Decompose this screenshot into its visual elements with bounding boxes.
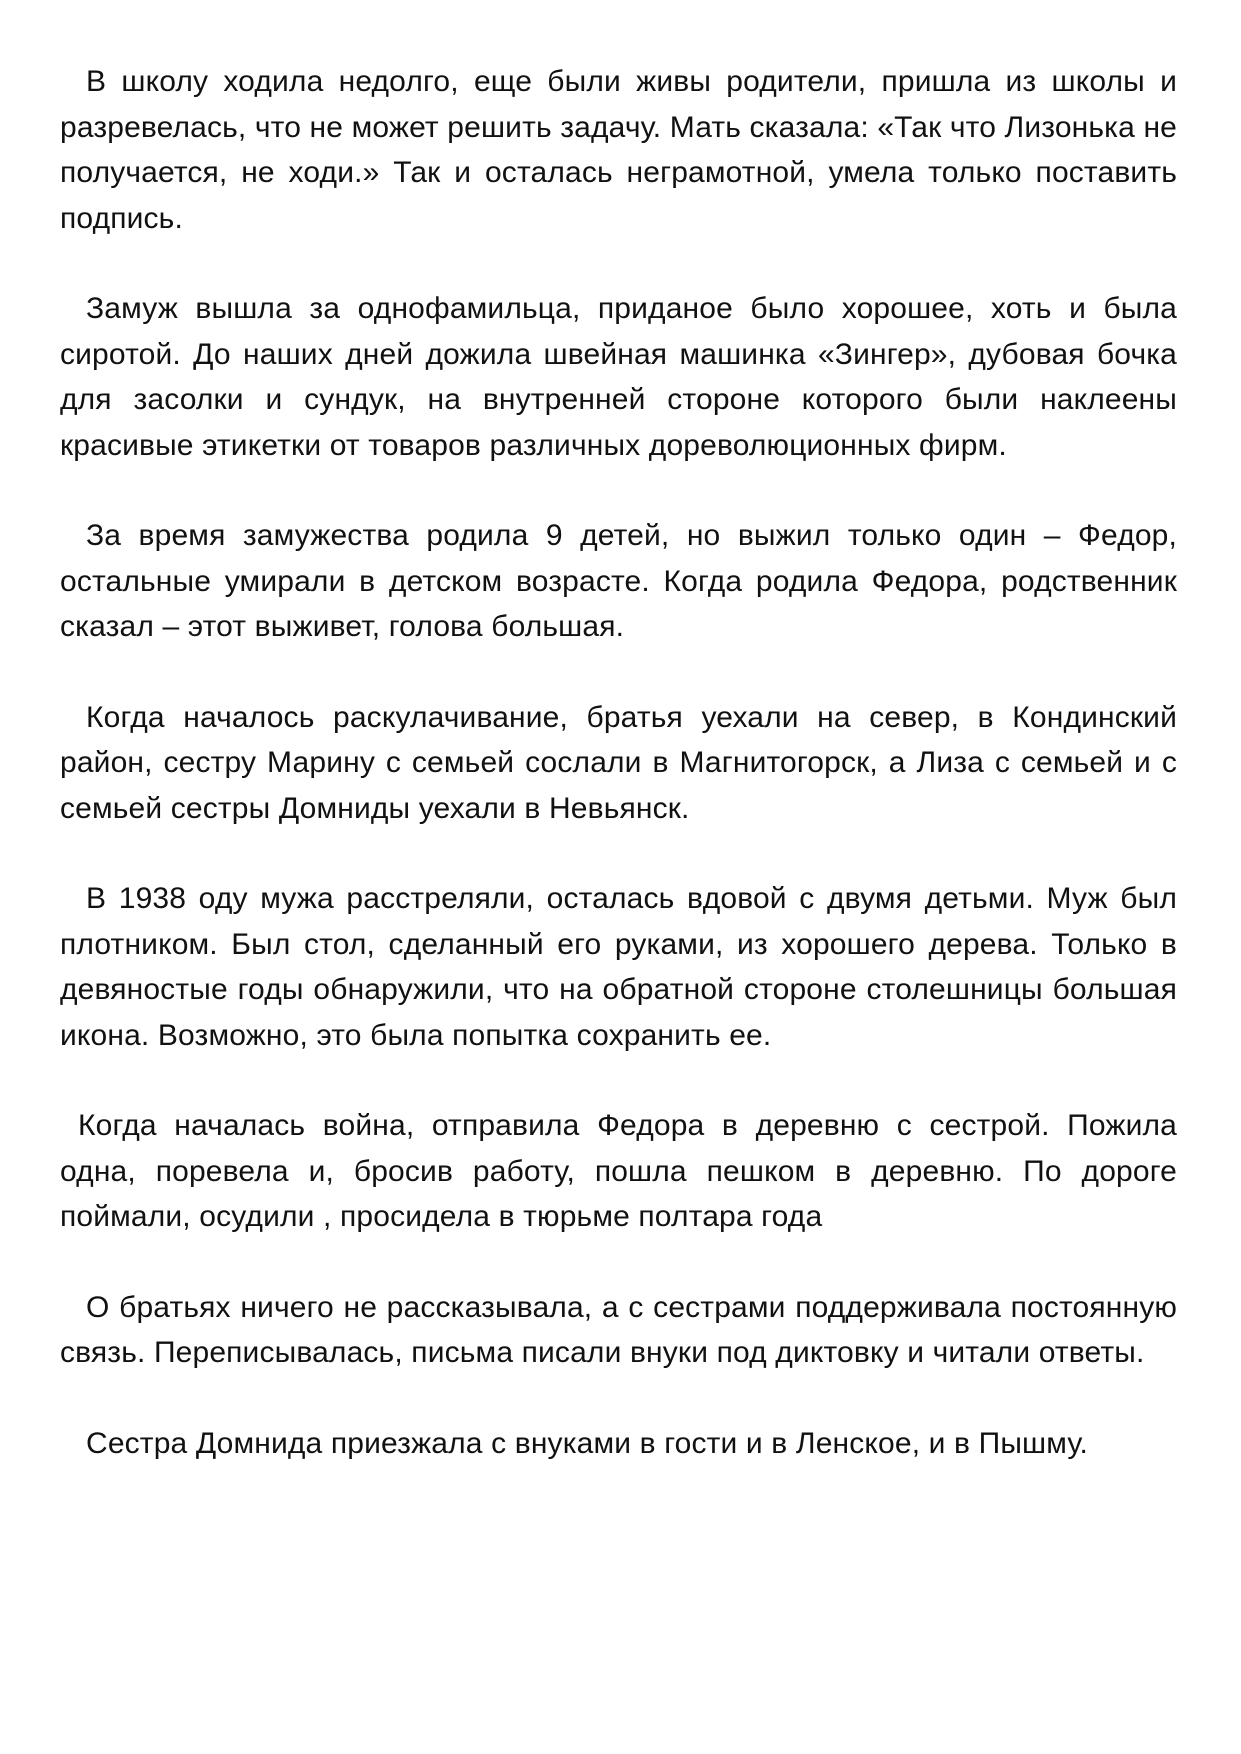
paragraph-1938: В 1938 оду мужа расстреляли, осталась вдовой с двумя детьми. Муж был плотником. Был стол, сделанный его руками, из хорошего дерева. Только в девяностые годы обнаружили, что на обратной стороне столешницы большая икона. Возможно, это была попытка сохранить ее. [60, 882, 1177, 1052]
paragraph-brothers-sisters: О братьях ничего не рассказывала, а с сестрами поддерживала постоянную связь. Переписывалась, письма писали внуки под диктовку и читали ответы. [60, 1290, 1177, 1369]
paragraph-school: В школу ходила недолго, еще были живы родители, пришла из школы и разревелась, что не может решить задачу. Мать сказала: «Так что Лизонька не получается, не ходи.» Так и осталась неграмотной, умела только поставить подпись. [60, 65, 1177, 235]
paragraph-children: За время замужества родила 9 детей, но выжил только один – Федор, остальные умирали в детском возрасте. Когда родила Федора, родственник сказал – этот выживет, голова большая. [60, 519, 1177, 643]
paragraph-marriage: Замуж вышла за однофамильца, приданое было хорошее, хоть и была сиротой. До наших дней дожила швейная машинка «Зингер», дубовая бочка для засолки и сундук, на внутренней стороне которого были наклеены красивые этикетки от товаров различных дореволюционных фирм. [60, 292, 1177, 462]
paragraph-dekulakization: Когда началось раскулачивание, братья уехали на север, в Кондинский район, сестру Марину с семьей сослали в Магнитогорск, а Лиза с семьей и с семьей сестры Домниды уехали в Невьянск. [60, 700, 1177, 825]
document-page [60, 0, 1177, 1754]
paragraph-war: Когда началась война, отправила Федора в деревню с сестрой. Пожила одна, поревела и, бросив работу, пошла пешком в деревню. По дороге поймали, осудили , просидела в тюрьме полтара года [60, 1109, 1177, 1233]
paragraph-sister-visits: Сестра Домнида приезжала с внуками в гости и в Ленское, и в Пышму. [86, 1426, 1089, 1460]
